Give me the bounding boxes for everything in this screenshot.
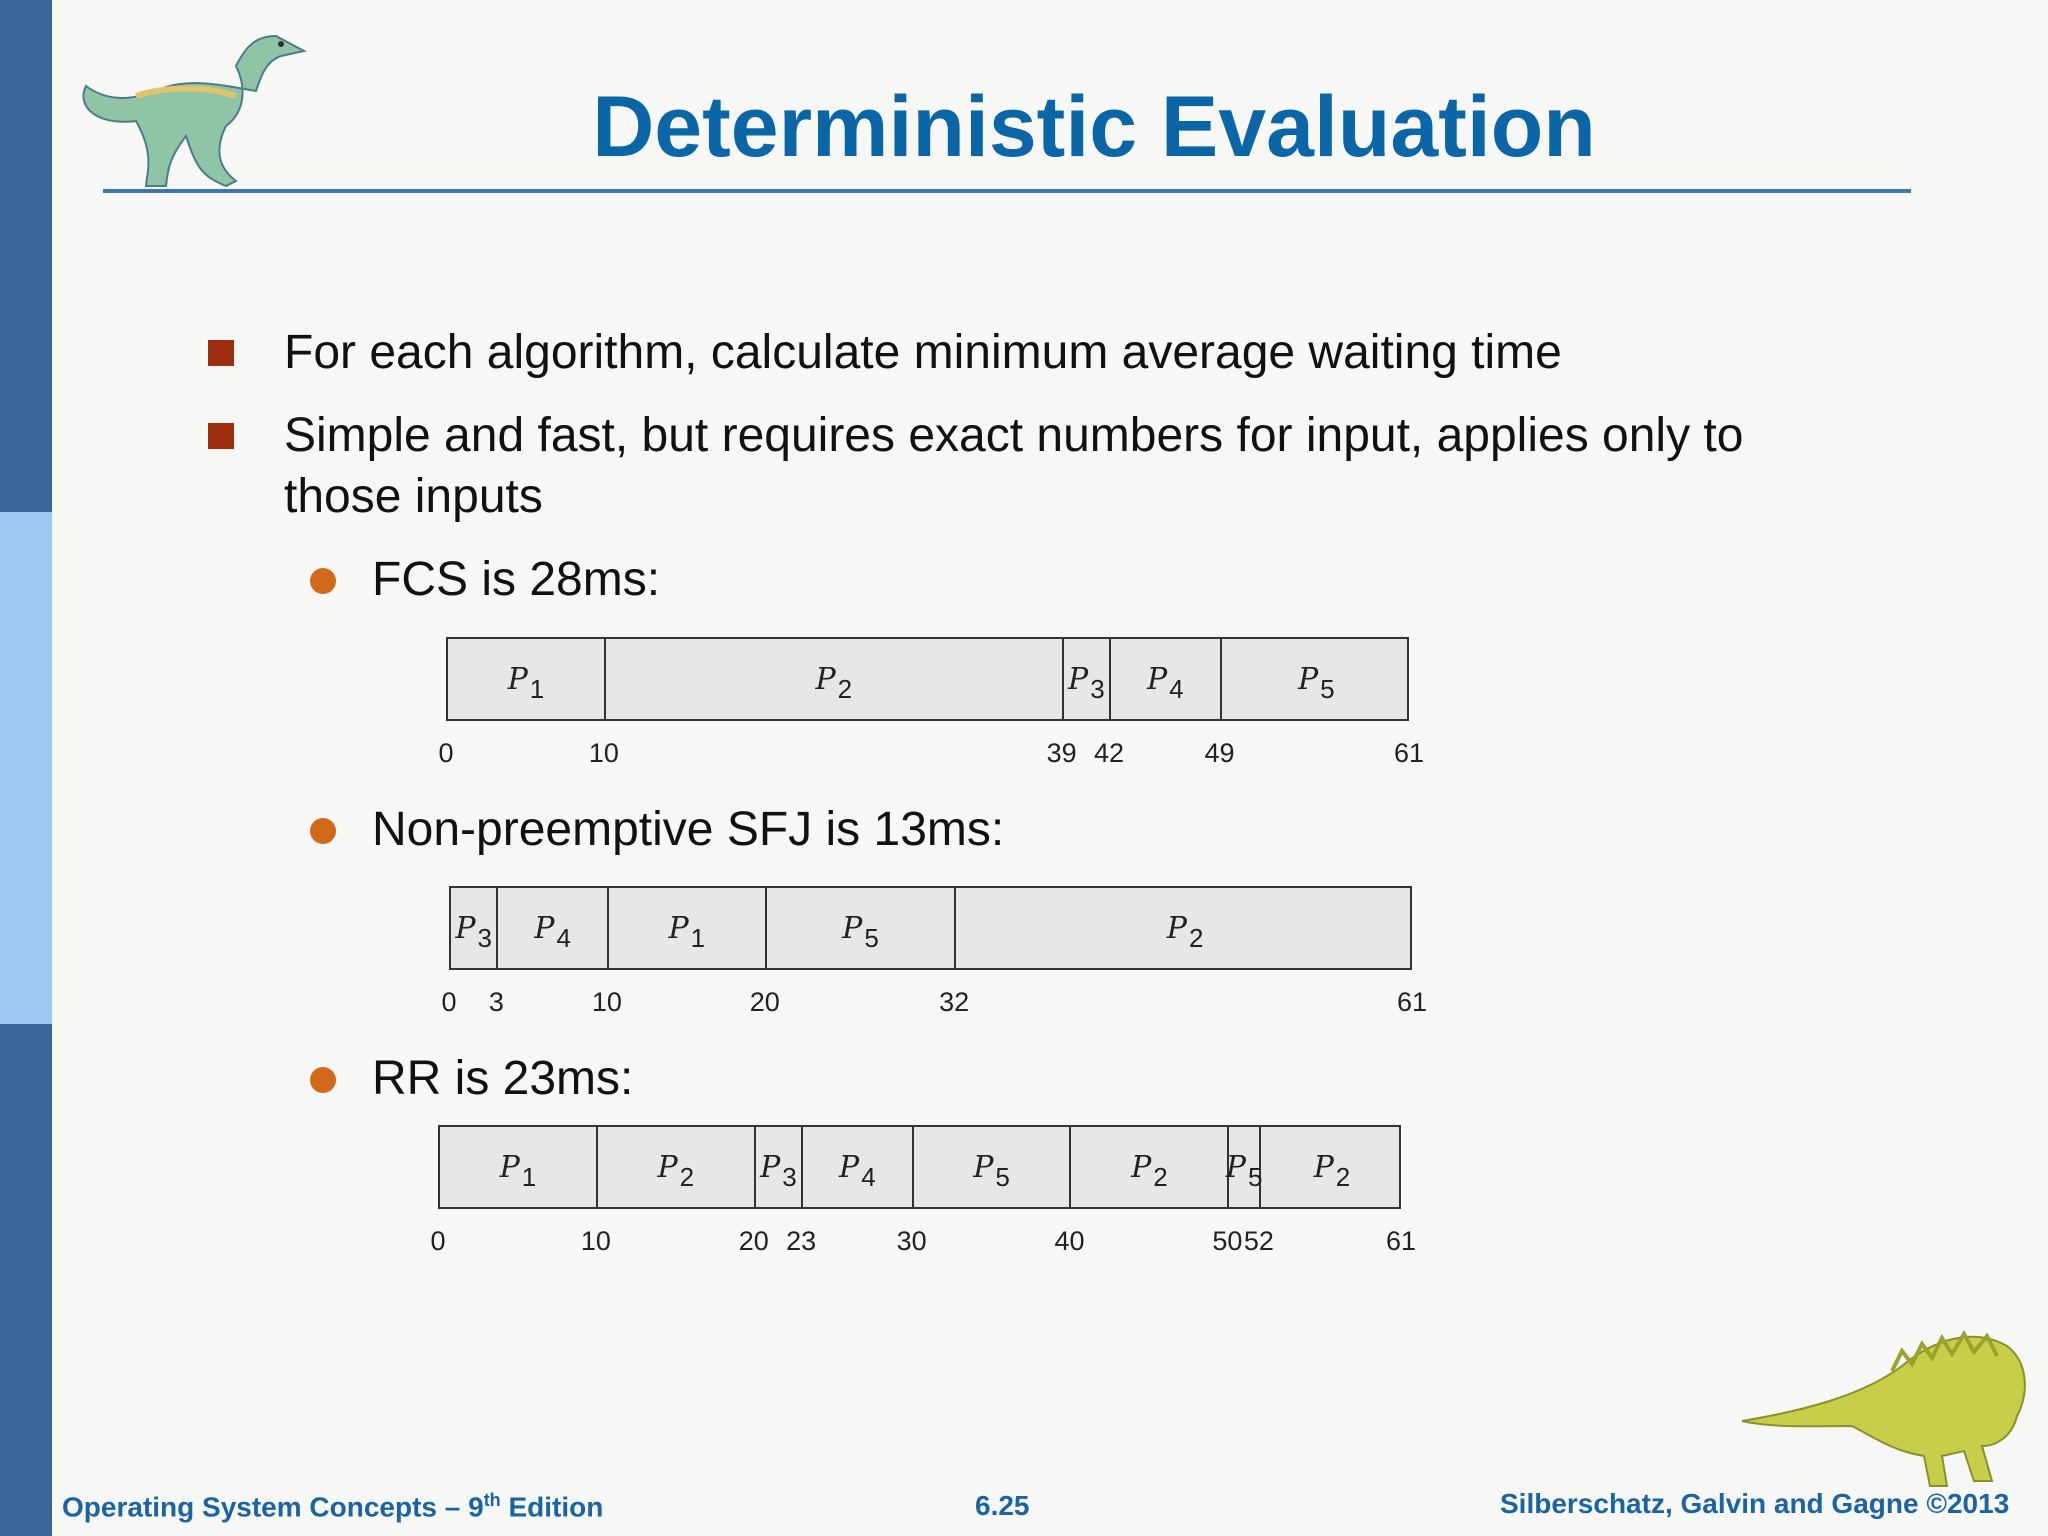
dinosaur-footer-icon (1742, 1296, 2032, 1496)
gantt-segment (803, 1127, 914, 1207)
process-subscript: 5 (1247, 1161, 1263, 1192)
process-label: P (534, 910, 555, 946)
gantt-segment (1261, 1127, 1403, 1207)
process-subscript: 3 (1090, 673, 1105, 704)
sub-bullet-rr: RR is 23ms: (372, 1052, 634, 1105)
process-label: P (1131, 1149, 1152, 1185)
gantt-segment (914, 1127, 1072, 1207)
process-label: P (1313, 1149, 1334, 1185)
process-subscript: 4 (861, 1161, 876, 1192)
process-subscript: 2 (1153, 1161, 1168, 1192)
footer-book-title: Operating System Concepts – 9th Edition (62, 1490, 604, 1523)
process-subscript: 2 (837, 673, 853, 704)
bullet-square-icon (208, 340, 234, 366)
title-divider (103, 189, 1911, 193)
process-label: P (657, 1149, 678, 1185)
process-label: P (1146, 661, 1168, 697)
time-tick-label: 10 (588, 738, 619, 768)
process-subscript: 5 (864, 922, 879, 953)
gantt-segment (598, 1127, 756, 1207)
gantt-segment (609, 888, 767, 968)
process-label: P (668, 910, 689, 946)
side-bar-top (0, 0, 52, 512)
gantt-segment (498, 888, 609, 968)
bullet-text-1: For each algorithm, calculate minimum average waiting time (284, 326, 1562, 379)
process-label: P (973, 1149, 994, 1185)
process-subscript: 4 (556, 922, 571, 953)
process-label: P (455, 910, 476, 946)
time-tick-label: 61 (1393, 738, 1425, 768)
time-tick-label: 50 (1212, 1226, 1243, 1256)
process-subscript: 1 (521, 1161, 537, 1192)
process-label: P (760, 1149, 781, 1185)
process-subscript: 1 (690, 922, 706, 953)
gantt-segment (956, 888, 1414, 968)
gantt-chart-rr (438, 1125, 1401, 1209)
side-bar-bottom (0, 1024, 52, 1536)
gantt-segment (1222, 639, 1411, 719)
process-label: P (815, 661, 836, 697)
bullet-dot-icon (310, 1067, 336, 1093)
bullet-dot-icon (310, 818, 336, 844)
process-subscript: 2 (1335, 1161, 1351, 1192)
time-tick-label: 39 (1046, 738, 1077, 768)
side-bar-middle (0, 512, 52, 1024)
time-tick-label: 23 (786, 1226, 817, 1256)
time-tick-label: 52 (1243, 1226, 1274, 1256)
time-tick-label: 32 (939, 987, 970, 1017)
gantt-segment (440, 1127, 598, 1207)
gantt-segment (1071, 1127, 1229, 1207)
process-subscript: 2 (679, 1161, 695, 1192)
time-tick-label: 49 (1204, 738, 1235, 768)
time-tick-label: 40 (1054, 1226, 1085, 1256)
gantt-chart-fcs (446, 637, 1409, 721)
process-subscript: 3 (477, 922, 492, 953)
time-tick-label: 0 (438, 738, 454, 768)
process-subscript: 1 (529, 673, 545, 704)
process-label: P (842, 910, 863, 946)
gantt-segment (451, 888, 498, 968)
sub-bullet-sjf: Non-preemptive SFJ is 13ms: (372, 803, 1005, 856)
process-subscript: 3 (782, 1161, 797, 1192)
process-label: P (499, 1149, 520, 1185)
time-tick-label: 30 (896, 1226, 927, 1256)
process-label: P (1297, 661, 1319, 697)
gantt-segment (1225, 1127, 1263, 1207)
gantt-segment (1111, 639, 1222, 719)
time-tick-label: 61 (1396, 987, 1428, 1017)
slide-title: Deterministic Evaluation (592, 79, 1596, 175)
time-tick-label: 10 (580, 1226, 611, 1256)
time-tick-label: 10 (591, 987, 622, 1017)
gantt-segment (1064, 639, 1111, 719)
bullet-square-icon (208, 423, 234, 449)
process-subscript: 5 (1320, 673, 1335, 704)
gantt-segment (767, 888, 956, 968)
process-label: P (1068, 661, 1089, 697)
footer-copyright: Silberschatz, Galvin and Gagne ©2013 (1500, 1488, 2010, 1519)
bullet-text-2: Simple and fast, but requires exact numbers for input, applies only to (284, 409, 1744, 462)
process-label: P (839, 1149, 860, 1185)
process-label: P (1166, 910, 1187, 946)
bullet-dot-icon (310, 568, 336, 594)
gantt-segment (606, 639, 1064, 719)
time-tick-label: 3 (488, 987, 504, 1017)
time-tick-label: 0 (430, 1226, 446, 1256)
gantt-chart-sjf (449, 886, 1412, 970)
footer-page-number: 6.25 (975, 1490, 1030, 1521)
sub-bullet-fcs: FCS is 28ms: (372, 553, 661, 606)
time-tick-label: 61 (1385, 1226, 1417, 1256)
time-tick-label: 0 (441, 987, 457, 1017)
process-label: P (1225, 1149, 1246, 1185)
gantt-segment (448, 639, 606, 719)
process-subscript: 4 (1169, 673, 1184, 704)
time-tick-label: 20 (749, 987, 780, 1017)
process-subscript: 2 (1188, 922, 1204, 953)
time-tick-label: 20 (738, 1226, 769, 1256)
time-tick-label: 42 (1094, 738, 1125, 768)
process-label: P (507, 661, 528, 697)
process-subscript: 5 (995, 1161, 1010, 1192)
bullet-text-2-continued: those inputs (284, 470, 543, 523)
gantt-segment (756, 1127, 803, 1207)
